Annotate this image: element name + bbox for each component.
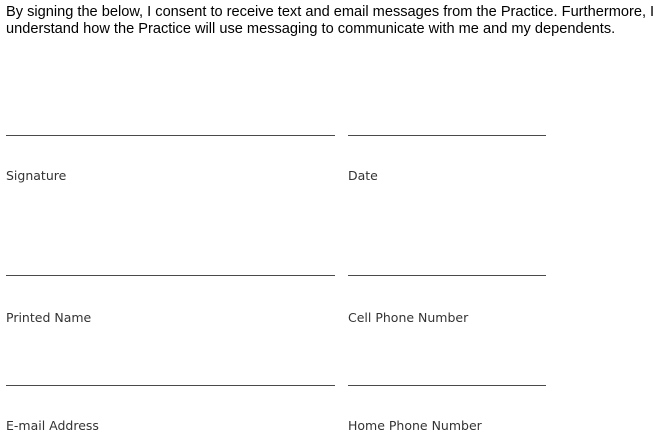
date-line[interactable]	[348, 135, 546, 136]
printed-name-line[interactable]	[6, 275, 335, 276]
printed-name-label: Printed Name	[6, 310, 92, 325]
consent-line-2: understand how the Practice will use messaging to communicate with me and my dependents.	[6, 20, 616, 37]
cell-phone-line[interactable]	[348, 275, 546, 276]
home-phone-label: Home Phone Number	[348, 418, 482, 433]
email-label: E-mail Address	[6, 418, 99, 433]
cell-phone-label: Cell Phone Number	[348, 310, 469, 325]
signature-line[interactable]	[6, 135, 335, 136]
home-phone-line[interactable]	[348, 385, 546, 386]
consent-statement	[6, 4, 665, 37]
signature-label: Signature	[6, 168, 67, 183]
consent-line-1: By signing the below, I consent to receive text and email messages from the Practice. Furthermore, I	[6, 4, 655, 20]
date-label: Date	[348, 168, 378, 183]
email-line[interactable]	[6, 385, 335, 386]
